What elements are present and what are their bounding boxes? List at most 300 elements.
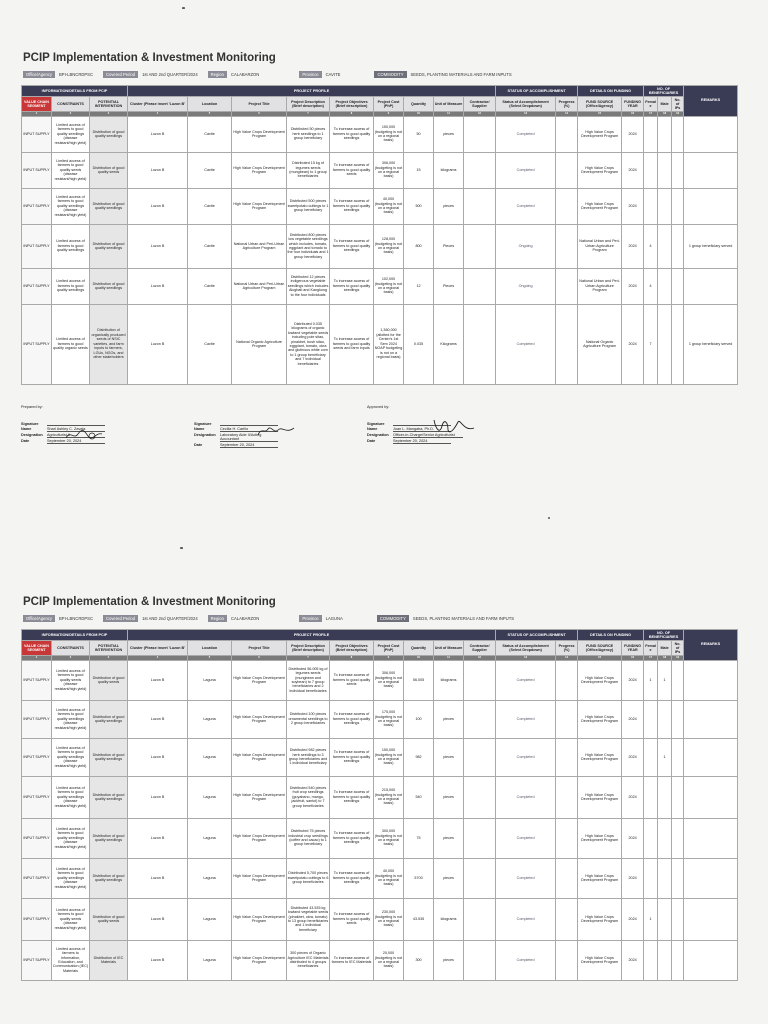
name-label: Name bbox=[367, 426, 378, 431]
cell-cost: 40,000 (budgeting is not on a regional basis) bbox=[374, 858, 404, 898]
col-fund-year: FUNDING YEAR bbox=[622, 641, 644, 656]
cell-year: 2024 bbox=[622, 776, 644, 818]
beneficiaries-header: NO. OF BENEFICIARIES bbox=[644, 630, 684, 641]
office-label: Office/Agency bbox=[23, 615, 55, 622]
office-label: Office/Agency bbox=[23, 71, 55, 78]
cell-sup bbox=[464, 898, 496, 940]
col-number: 10 bbox=[404, 656, 434, 660]
col-number: 15 bbox=[578, 656, 622, 660]
cell-sup bbox=[464, 660, 496, 700]
cell-m bbox=[658, 700, 672, 738]
col-number: 9 bbox=[374, 112, 404, 116]
cell-cost: 150,000 (budgeting is not on a regional basis) bbox=[374, 738, 404, 776]
cell-obj: To increase access of farmers to IEC Materials bbox=[330, 940, 374, 980]
cell-sup bbox=[464, 738, 496, 776]
cell-cost: 40,000 (budgeting is not on a regional basis) bbox=[374, 188, 404, 224]
cell-prog bbox=[556, 940, 578, 980]
approved-date: September 20, 2024 bbox=[393, 439, 451, 444]
cell-rem: 1 group beneficiary served bbox=[684, 224, 738, 268]
cell-con: Limited access of farmers to good quality seedlings (disease resistant/high yield) bbox=[52, 858, 90, 898]
cell-year: 2024 bbox=[622, 224, 644, 268]
cell-obj: To increase access of farmers to good quality seeds bbox=[330, 152, 374, 188]
cell-status: Completed bbox=[496, 304, 556, 384]
cell-obj: To increase access of farmers to good quality seeds and farm inputs bbox=[330, 304, 374, 384]
signature-section bbox=[21, 405, 752, 449]
cell-int: Distribution of good quality seedlings bbox=[90, 188, 128, 224]
cell-loc: Laguna bbox=[188, 776, 232, 818]
col-number: 19 bbox=[672, 656, 684, 660]
cell-sup bbox=[464, 858, 496, 898]
col-desc: Project Description (Brief description) bbox=[287, 641, 330, 656]
cell-m bbox=[658, 152, 672, 188]
cell-prog bbox=[556, 700, 578, 738]
table-row bbox=[22, 268, 738, 304]
cell-sup bbox=[464, 304, 496, 384]
signature-prepared-scribble bbox=[64, 428, 104, 442]
report-page-1 bbox=[18, 52, 752, 449]
col-segment: VALUE CHAIN SEGMENT bbox=[22, 97, 52, 112]
status-header: STATUS OF ACCOMPLISHMENT bbox=[496, 630, 578, 641]
cell-cost: 128,000 (budgeting is not on a regional basis) bbox=[374, 224, 404, 268]
cell-ip bbox=[672, 152, 684, 188]
cell-f bbox=[644, 940, 658, 980]
approved-by-label: Approved by: bbox=[367, 404, 390, 409]
cell-int: Distribution of good quality seedlings bbox=[90, 700, 128, 738]
cell-loc: Cavite bbox=[188, 188, 232, 224]
cell-clu: Luzon B bbox=[128, 858, 188, 898]
prepared-by-block bbox=[21, 405, 194, 449]
col-number: 7 bbox=[287, 656, 330, 660]
table-row bbox=[22, 858, 738, 898]
page-title: PCIP Implementation & Investment Monitoring bbox=[23, 596, 276, 608]
cell-loc: Cavite bbox=[188, 116, 232, 152]
prepared-designation: Agriculturist II bbox=[47, 433, 105, 438]
cell-rem bbox=[684, 660, 738, 700]
region-value: CALABARZON bbox=[230, 72, 260, 77]
col-number: 1 bbox=[22, 112, 52, 116]
col-supplier: Contractor/ Supplier bbox=[464, 97, 496, 112]
cell-status: Completed bbox=[496, 660, 556, 700]
col-number: 15 bbox=[578, 112, 622, 116]
cell-f: 4 bbox=[644, 224, 658, 268]
commodity-label: COMMODITY bbox=[377, 615, 409, 622]
cell-m bbox=[658, 268, 672, 304]
cell-desc: Distributed 540 pieces fruit crop seedlings (guyabano, mango, jackfruit, santol) to 7 group beneficiaries bbox=[287, 776, 330, 818]
period-value: 1st AND 2nd QUARTER/2024 bbox=[142, 616, 198, 621]
name-label: Name bbox=[21, 426, 32, 431]
cell-unit: kilograms bbox=[434, 660, 464, 700]
cell-clu: Luzon B bbox=[128, 940, 188, 980]
middle-date: September 20, 2024 bbox=[220, 443, 278, 448]
remarks-header: REMARKS bbox=[684, 630, 738, 661]
cell-qty: 300 bbox=[404, 940, 434, 980]
col-number: 10 bbox=[404, 112, 434, 116]
table-row bbox=[22, 152, 738, 188]
scan-speck bbox=[180, 547, 183, 549]
cell-unit: Pieces bbox=[434, 268, 464, 304]
cell-qty: 982 bbox=[404, 738, 434, 776]
cell-con: Limited access of farmers to good quality seedlings bbox=[52, 224, 90, 268]
cell-title: High Value Crops Development Program bbox=[232, 188, 287, 224]
cell-seg: INPUT SUPPLY bbox=[22, 940, 52, 980]
designation-label: Designation bbox=[21, 432, 43, 437]
cell-desc: 300 pieces of Organic Agriculture IEC Materials distributed to 4 groups beneficiaries bbox=[287, 940, 330, 980]
cell-qty: 50 bbox=[404, 116, 434, 152]
cell-unit: kilograms bbox=[434, 152, 464, 188]
designation-label: Designation bbox=[367, 432, 389, 437]
info-header: INFORMATION/DETAILS FROM PCIP bbox=[22, 86, 128, 97]
cell-clu: Luzon B bbox=[128, 304, 188, 384]
cell-year: 2024 bbox=[622, 898, 644, 940]
col-cost: Project Cost (PhP) bbox=[374, 641, 404, 656]
cell-unit: Kilograms bbox=[434, 304, 464, 384]
cell-obj: To increase access of farmers to good quality seedlings bbox=[330, 224, 374, 268]
period-label: Covered Period bbox=[103, 71, 138, 78]
cell-ip bbox=[672, 700, 684, 738]
cell-ip bbox=[672, 116, 684, 152]
cell-con: Limited access of farmers to good quality seeds (disease resistant/high yield) bbox=[52, 660, 90, 700]
col-number: 12 bbox=[464, 656, 496, 660]
cell-m bbox=[658, 224, 672, 268]
cell-m bbox=[658, 898, 672, 940]
cell-seg: INPUT SUPPLY bbox=[22, 700, 52, 738]
cell-year: 2024 bbox=[622, 700, 644, 738]
col-number: 3 bbox=[90, 112, 128, 116]
cell-year: 2024 bbox=[622, 188, 644, 224]
cell-int: Distribution of good quality seedlings bbox=[90, 268, 128, 304]
col-ips: No. of IPs bbox=[672, 97, 684, 112]
col-number: 2 bbox=[52, 656, 90, 660]
col-number: 13 bbox=[496, 656, 556, 660]
cell-f bbox=[644, 818, 658, 858]
col-number: 1 bbox=[22, 656, 52, 660]
table-row bbox=[22, 660, 738, 700]
cell-desc: Distributed 982 pieces herb seedlings to 3 group beneficiaries and 1 individual beneficiary bbox=[287, 738, 330, 776]
cell-desc: Distributed 75 pieces industrial crop seedlings (coffee and cacao) to 1 group beneficiary bbox=[287, 818, 330, 858]
cell-unit: pieces bbox=[434, 700, 464, 738]
cell-clu: Luzon B bbox=[128, 224, 188, 268]
cell-ip bbox=[672, 858, 684, 898]
col-male: Male bbox=[658, 97, 672, 112]
cell-int: Distribution of good quality seedlings bbox=[90, 116, 128, 152]
cell-year: 2024 bbox=[622, 304, 644, 384]
col-number: 17 bbox=[644, 112, 658, 116]
cell-fund: High Value Crops Development Program bbox=[578, 116, 622, 152]
cell-obj: To increase access of farmers to good quality seedlings bbox=[330, 116, 374, 152]
cell-ip bbox=[672, 660, 684, 700]
cell-title: National Urban and Peri-Urban Agriculture Program bbox=[232, 224, 287, 268]
cell-fund: High Value Crops Development Program bbox=[578, 940, 622, 980]
cell-desc: Distributed 100 pieces ornamental seedlings to 2 group beneficiaries bbox=[287, 700, 330, 738]
col-supplier: Contractor/ Supplier bbox=[464, 641, 496, 656]
prepared-by-label: Prepared by: bbox=[21, 404, 43, 409]
col-female: Female bbox=[644, 641, 658, 656]
cell-title: High Value Crops Development Program bbox=[232, 152, 287, 188]
cell-obj: To increase access of farmers to good quality seedlings bbox=[330, 188, 374, 224]
cell-obj: To increase access of farmers to good quality seedlings bbox=[330, 818, 374, 858]
cell-clu: Luzon B bbox=[128, 660, 188, 700]
cell-status: Completed bbox=[496, 818, 556, 858]
cell-status: Completed bbox=[496, 898, 556, 940]
cell-qty: 12 bbox=[404, 268, 434, 304]
cell-prog bbox=[556, 268, 578, 304]
signature-approved-scribble bbox=[430, 416, 476, 440]
cell-cost: 306,000 (budgeting is not on a regional basis) bbox=[374, 152, 404, 188]
cell-clu: Luzon B bbox=[128, 268, 188, 304]
cell-m: 1 bbox=[658, 660, 672, 700]
cell-cost: 1,360,000 (allotted for the Center's 1st Sem 2024 NOAP budgeting is not on a regional basis) bbox=[374, 304, 404, 384]
cell-con: Limited access of farmers to good quality organic seeds bbox=[52, 304, 90, 384]
col-female: Female bbox=[644, 97, 658, 112]
col-fund-source: FUND SOURCE (Office/Agency) bbox=[578, 641, 622, 656]
col-number: 11 bbox=[434, 656, 464, 660]
cell-cost: 306,000 (budgeting is not on a regional basis) bbox=[374, 660, 404, 700]
col-fund-source: FUND SOURCE (Office/Agency) bbox=[578, 97, 622, 112]
cell-title: High Value Crops Development Program bbox=[232, 940, 287, 980]
cell-desc: Distributed 0.035 kilograms of organic lowland vegetable seeds including pole sitao, pinakbet, bush sitao, eggplant, tomato, okra and glutinous white corn to 1 group beneficiary and 7 individual beneficiaries bbox=[287, 304, 330, 384]
province-label: Province bbox=[299, 615, 321, 622]
cell-con: Limited access of farmers to Information, Education, and Communication (IEC) Materials bbox=[52, 940, 90, 980]
col-cluster: Cluster (Please insert 'Luzon B' bbox=[128, 641, 188, 656]
col-number: 14 bbox=[556, 112, 578, 116]
cell-desc: Distributed 500 pieces sweetpotato cuttings to 1 group beneficiary bbox=[287, 188, 330, 224]
cell-unit: kilograms bbox=[434, 898, 464, 940]
cell-sup bbox=[464, 188, 496, 224]
cell-prog bbox=[556, 818, 578, 858]
cell-seg: INPUT SUPPLY bbox=[22, 818, 52, 858]
cell-title: National Organic Agriculture Program bbox=[232, 304, 287, 384]
cell-int: Distribution of good quality seeds bbox=[90, 152, 128, 188]
cell-m bbox=[658, 818, 672, 858]
cell-status: Completed bbox=[496, 188, 556, 224]
pcip-table-cavite bbox=[21, 85, 738, 385]
cell-sup bbox=[464, 152, 496, 188]
cell-ip bbox=[672, 738, 684, 776]
cell-ip bbox=[672, 898, 684, 940]
project-profile-header: PROJECT PROFILE bbox=[128, 86, 496, 97]
cell-ip bbox=[672, 224, 684, 268]
table-row bbox=[22, 818, 738, 858]
cell-desc: Distributed 12 pieces indigenous vegetable seedlings which includes Alugbati and Kangkong to the four individuals bbox=[287, 268, 330, 304]
table-row bbox=[22, 898, 738, 940]
signature-label: Signature bbox=[21, 421, 39, 426]
region-label: Region bbox=[208, 71, 227, 78]
cell-con: Limited access of farmers to good quality seedlings (disease resistant/high yield) bbox=[52, 116, 90, 152]
cell-qty: 500 bbox=[404, 188, 434, 224]
cell-cost: 150,000 (budgeting is not on a regional basis) bbox=[374, 116, 404, 152]
cell-qty: 43.535 bbox=[404, 898, 434, 940]
col-number: 19 bbox=[672, 112, 684, 116]
cell-unit: Pieces bbox=[434, 224, 464, 268]
cell-qty: 56.005 bbox=[404, 660, 434, 700]
prepared-date: September 20, 2024 bbox=[47, 439, 105, 444]
cell-status: Ongoing bbox=[496, 224, 556, 268]
cell-qty: 800 bbox=[404, 224, 434, 268]
cell-f: 1 bbox=[644, 898, 658, 940]
pcip-table-laguna bbox=[21, 629, 738, 981]
cell-rem bbox=[684, 898, 738, 940]
col-qty: Quantity bbox=[404, 97, 434, 112]
cell-clu: Luzon B bbox=[128, 818, 188, 858]
cell-clu: Luzon B bbox=[128, 188, 188, 224]
cell-obj: To increase access of farmers to good quality seedlings bbox=[330, 700, 374, 738]
col-number: 13 bbox=[496, 112, 556, 116]
cell-int: Distribution of good quality seedlings bbox=[90, 776, 128, 818]
cell-m bbox=[658, 188, 672, 224]
cell-fund: High Value Crops Development Program bbox=[578, 738, 622, 776]
cell-int: Distribution of good quality seedlings bbox=[90, 818, 128, 858]
cell-con: Limited access of farmers to good quality seedlings (disease resistant/high yield) bbox=[52, 188, 90, 224]
cell-clu: Luzon B bbox=[128, 898, 188, 940]
office-value: BPI-LBNCRDPSC bbox=[59, 616, 93, 621]
period-label: Covered Period bbox=[103, 615, 138, 622]
cell-f bbox=[644, 738, 658, 776]
region-value: CALABARZON bbox=[230, 616, 260, 621]
cell-rem bbox=[684, 116, 738, 152]
col-qty: Quantity bbox=[404, 641, 434, 656]
cell-clu: Luzon B bbox=[128, 776, 188, 818]
col-progress: Progress (%) bbox=[556, 97, 578, 112]
col-cluster: Cluster (Please insert 'Luzon B' bbox=[128, 97, 188, 112]
approved-name: Joan L. Mangaba, Ph.D. bbox=[393, 427, 451, 432]
cell-sup bbox=[464, 818, 496, 858]
cell-fund: High Value Crops Development Program bbox=[578, 188, 622, 224]
middle-name: Cecilia H. Carillo bbox=[220, 427, 278, 432]
cell-con: Limited access of farmers to good quality seedlings bbox=[52, 268, 90, 304]
col-status: Status of Accomplishment (Select Dropdown) bbox=[496, 97, 556, 112]
cell-status: Completed bbox=[496, 116, 556, 152]
date-label: Date bbox=[21, 438, 30, 443]
cell-f: 1 bbox=[644, 660, 658, 700]
cell-rem bbox=[684, 268, 738, 304]
cell-title: National Urban and Peri-Urban Agriculture Program bbox=[232, 268, 287, 304]
cell-cost: 215,000 (budgeting is not on a regional basis) bbox=[374, 776, 404, 818]
cell-prog bbox=[556, 738, 578, 776]
cell-seg: INPUT SUPPLY bbox=[22, 738, 52, 776]
col-title: Project Title bbox=[232, 641, 287, 656]
cell-f bbox=[644, 700, 658, 738]
cell-status: Completed bbox=[496, 858, 556, 898]
cell-status: Completed bbox=[496, 152, 556, 188]
cell-int: Distribution of good quality seeds bbox=[90, 898, 128, 940]
cell-loc: Cavite bbox=[188, 304, 232, 384]
cell-rem bbox=[684, 738, 738, 776]
col-number: 7 bbox=[287, 112, 330, 116]
col-number: 12 bbox=[464, 112, 496, 116]
cell-sup bbox=[464, 776, 496, 818]
cell-qty: 5700 bbox=[404, 858, 434, 898]
date-label: Date bbox=[367, 438, 376, 443]
table-row bbox=[22, 116, 738, 152]
cell-year: 2024 bbox=[622, 116, 644, 152]
col-number: 4 bbox=[128, 656, 188, 660]
cell-prog bbox=[556, 152, 578, 188]
cell-prog bbox=[556, 188, 578, 224]
cell-seg: INPUT SUPPLY bbox=[22, 116, 52, 152]
signature-label: Signature bbox=[194, 421, 212, 426]
period-value: 1st AND 2nd QUARTER/2024 bbox=[142, 72, 198, 77]
cell-m bbox=[658, 776, 672, 818]
cell-loc: Cavite bbox=[188, 152, 232, 188]
col-number: 14 bbox=[556, 656, 578, 660]
province-label: Province bbox=[299, 71, 321, 78]
project-profile-header: PROJECT PROFILE bbox=[128, 630, 496, 641]
cell-con: Limited access of farmers to good quality seeds (disease resistant/high yield) bbox=[52, 898, 90, 940]
cell-m bbox=[658, 116, 672, 152]
remarks-header: REMARKS bbox=[684, 86, 738, 117]
cell-rem bbox=[684, 700, 738, 738]
col-intervention: POTENTIAL INTERVENTION bbox=[90, 97, 128, 112]
cell-qty: 0.035 bbox=[404, 304, 434, 384]
cell-seg: INPUT SUPPLY bbox=[22, 188, 52, 224]
cell-m bbox=[658, 858, 672, 898]
scan-speck bbox=[182, 7, 185, 9]
cell-f bbox=[644, 776, 658, 818]
signature-line bbox=[47, 422, 105, 426]
cell-cost: 175,000 (budgeting is not on a regional basis) bbox=[374, 700, 404, 738]
cell-seg: INPUT SUPPLY bbox=[22, 858, 52, 898]
cell-unit: pieces bbox=[434, 858, 464, 898]
commodity-value: SEEDS, PLANTING MATERIALS AND FARM INPUTS bbox=[412, 616, 515, 621]
cell-title: High Value Crops Development Program bbox=[232, 738, 287, 776]
cell-year: 2024 bbox=[622, 818, 644, 858]
cell-fund: National Urban and Peri-Urban Agriculture Program bbox=[578, 268, 622, 304]
cell-loc: Laguna bbox=[188, 660, 232, 700]
col-intervention: POTENTIAL INTERVENTION bbox=[90, 641, 128, 656]
col-number: 3 bbox=[90, 656, 128, 660]
cell-sup bbox=[464, 116, 496, 152]
col-fund-year: FUNDING YEAR bbox=[622, 97, 644, 112]
cell-desc: Distributed 800 pieces low vegetable seedlings which includes, tomato, eggplant and tomato to the four individuals and 1 group beneficiary bbox=[287, 224, 330, 268]
cell-fund: National Organic Agriculture Program bbox=[578, 304, 622, 384]
cell-clu: Luzon B bbox=[128, 152, 188, 188]
col-number: 4 bbox=[128, 112, 188, 116]
cell-loc: Laguna bbox=[188, 738, 232, 776]
col-number: 9 bbox=[374, 656, 404, 660]
cell-m bbox=[658, 940, 672, 980]
cell-cost: 230,000 (budgeting is not on a regional basis) bbox=[374, 898, 404, 940]
cell-sup bbox=[464, 268, 496, 304]
col-number: 5 bbox=[188, 112, 232, 116]
cell-seg: INPUT SUPPLY bbox=[22, 304, 52, 384]
col-location: Location bbox=[188, 641, 232, 656]
cell-loc: Laguna bbox=[188, 940, 232, 980]
cell-qty: 100 bbox=[404, 700, 434, 738]
cell-clu: Luzon B bbox=[128, 116, 188, 152]
cell-desc: Distributed 56.005 kg of legumes seeds (mungbean and soybean) to 7 group beneficiaries and 2 individual beneficiaries bbox=[287, 660, 330, 700]
cell-loc: Laguna bbox=[188, 700, 232, 738]
cell-seg: INPUT SUPPLY bbox=[22, 776, 52, 818]
cell-seg: INPUT SUPPLY bbox=[22, 660, 52, 700]
cell-obj: To increase access of farmers to good quality seedlings bbox=[330, 738, 374, 776]
col-obj: Project Objectives (Brief description) bbox=[330, 641, 374, 656]
cell-loc: Laguna bbox=[188, 818, 232, 858]
cell-unit: pieces bbox=[434, 776, 464, 818]
cell-year: 2024 bbox=[622, 268, 644, 304]
col-number: 18 bbox=[658, 656, 672, 660]
cell-con: Limited access of farmers to good quality seeds (disease resistant/high yield) bbox=[52, 152, 90, 188]
date-label: Date bbox=[194, 442, 203, 447]
table-row bbox=[22, 188, 738, 224]
col-progress: Progress (%) bbox=[556, 641, 578, 656]
cell-fund: High Value Crops Development Program bbox=[578, 898, 622, 940]
cell-qty: 540 bbox=[404, 776, 434, 818]
cell-int: Distribution of good quality seeds bbox=[90, 660, 128, 700]
cell-prog bbox=[556, 858, 578, 898]
cell-int: Distribution of good quality seedlings bbox=[90, 858, 128, 898]
cell-loc: Cavite bbox=[188, 268, 232, 304]
table-row bbox=[22, 776, 738, 818]
